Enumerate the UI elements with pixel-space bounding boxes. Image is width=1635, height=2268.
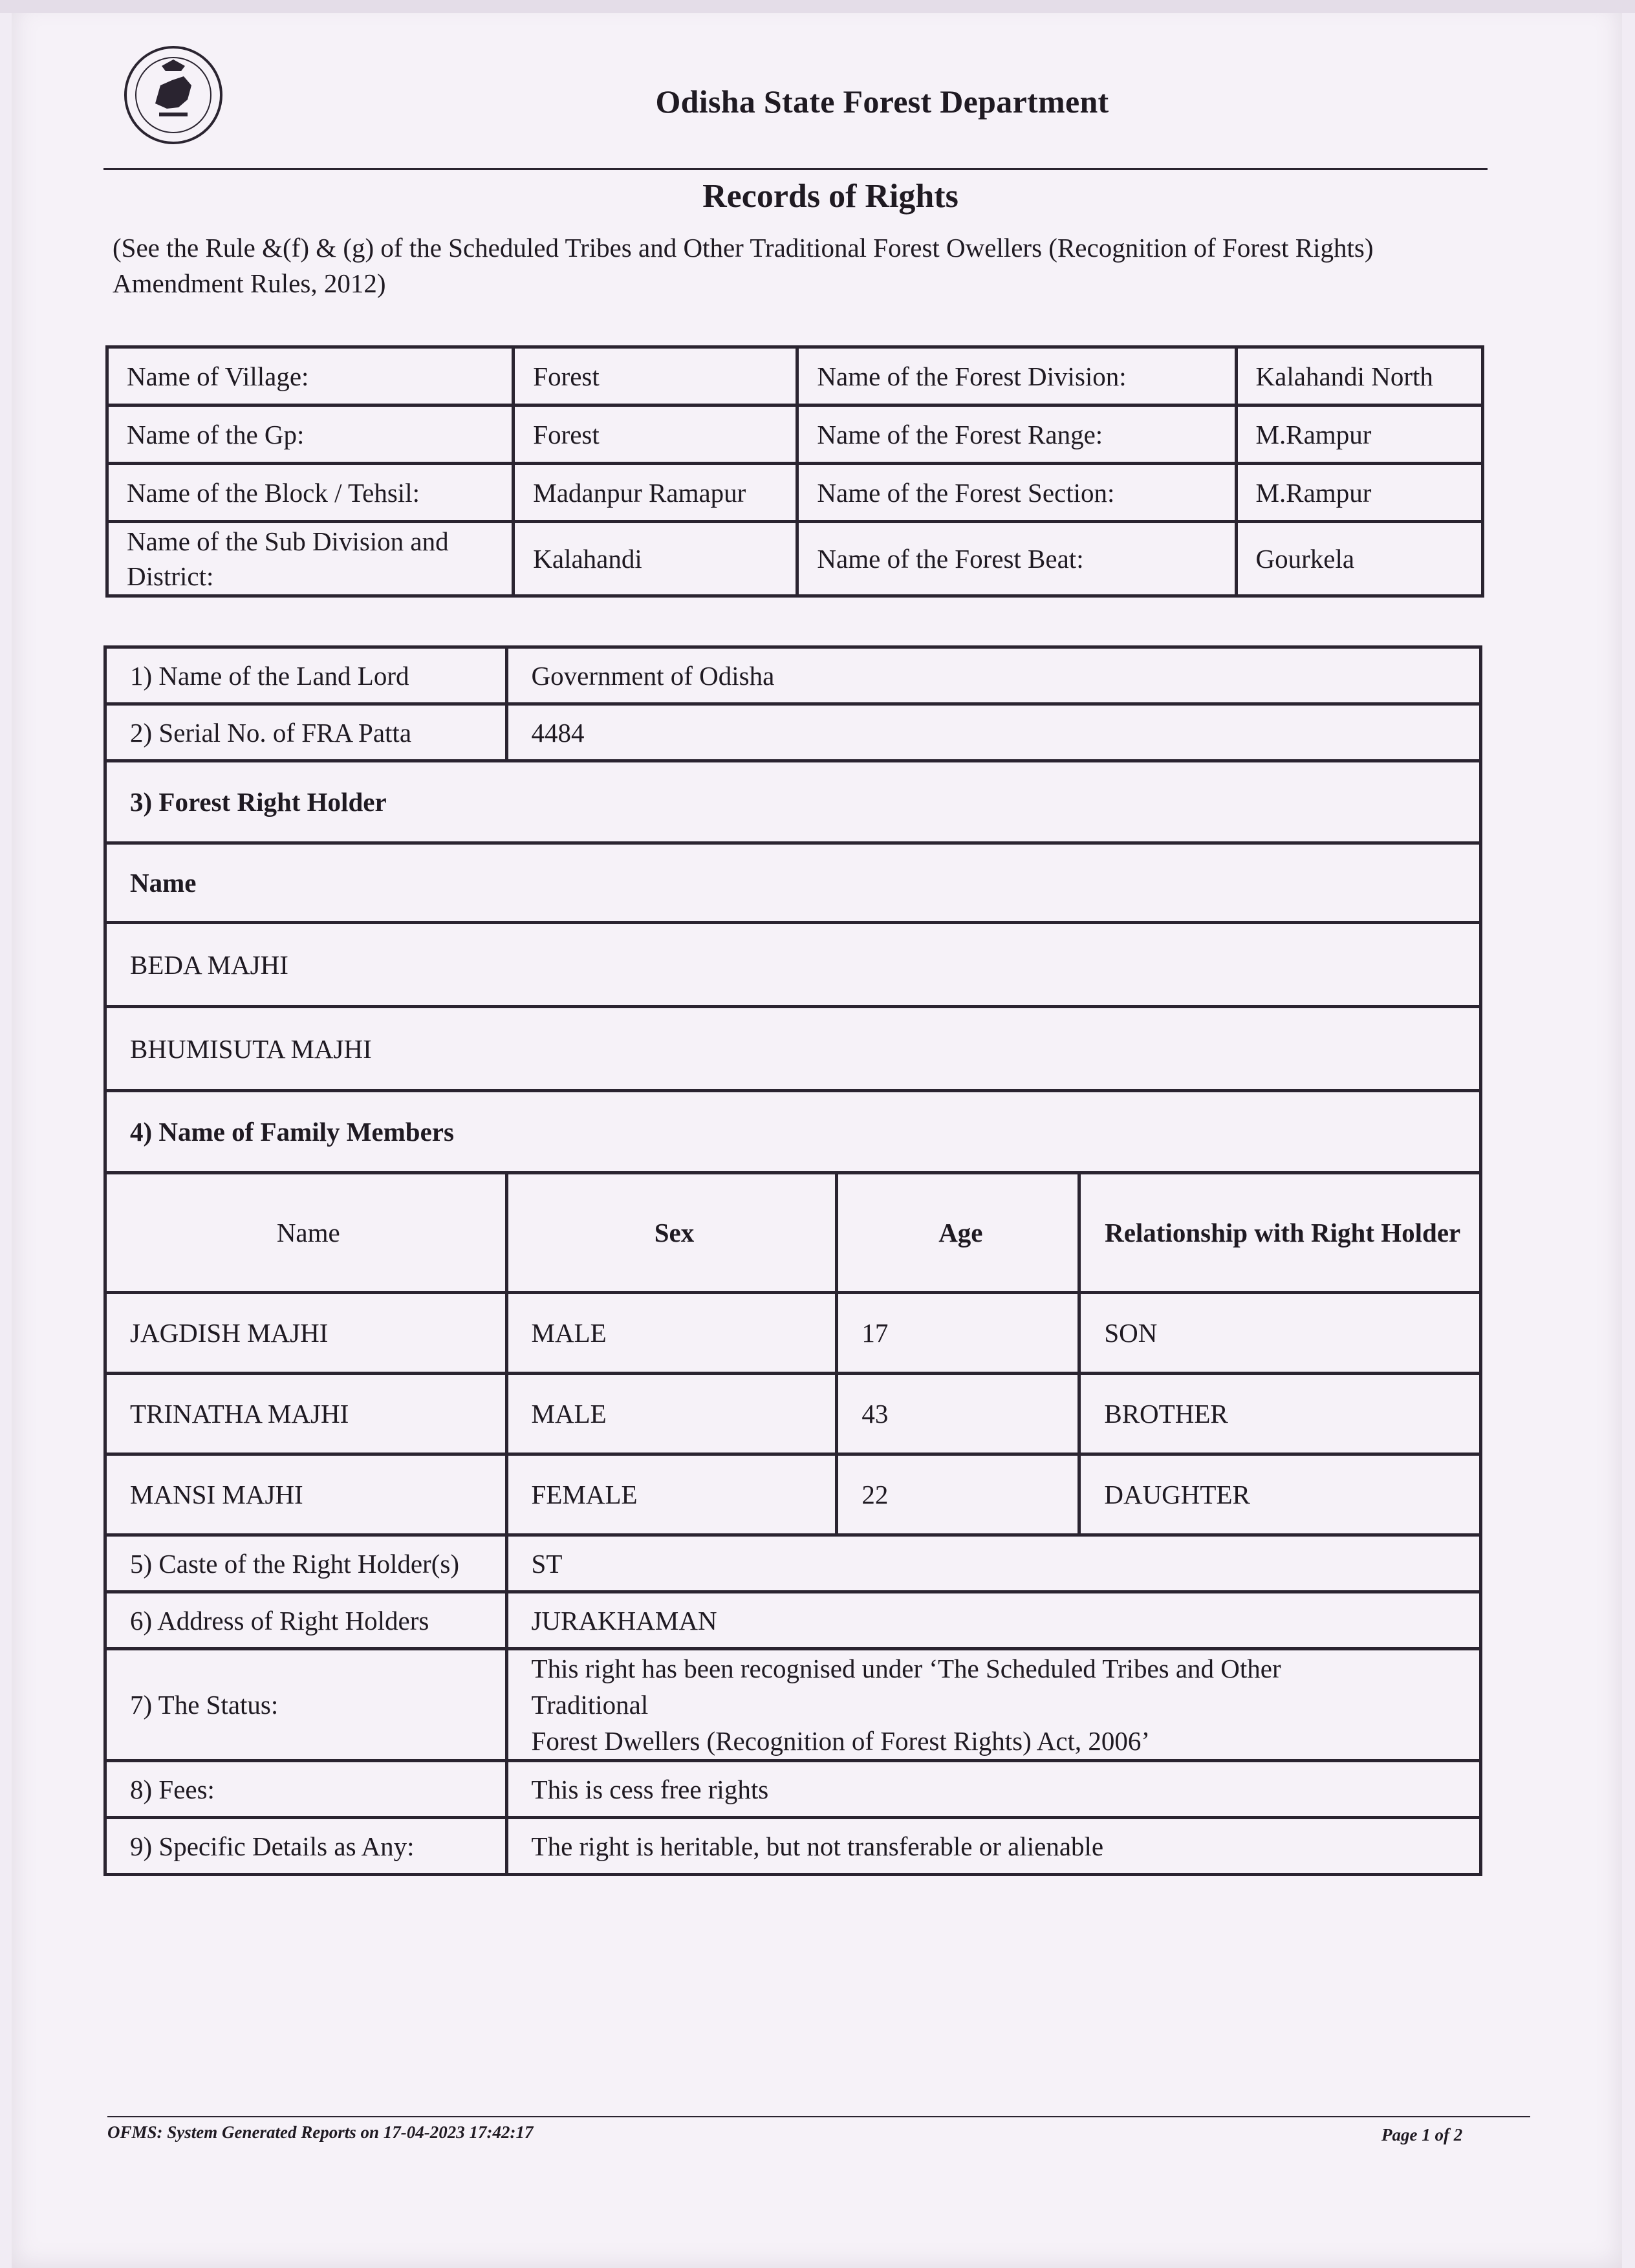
block-value: Madanpur Ramapur (514, 464, 797, 522)
forest-range-label: Name of the Forest Range: (797, 405, 1236, 464)
table-row (105, 1592, 1481, 1649)
header-divider (103, 168, 1488, 170)
holder-section-label: 3) Forest Right Holder (105, 761, 1481, 843)
family-age-header: Age (837, 1173, 1079, 1293)
subdivision-label: Name of the Sub Division and District: (107, 522, 514, 596)
table-row (105, 1454, 1481, 1535)
land-lord-value: Government of Odisha (506, 647, 1480, 704)
details-value: The right is heritable, but not transferable or alienable (506, 1818, 1480, 1875)
member-name: TRINATHA MAJHI (105, 1374, 507, 1454)
land-lord-label: 1) Name of the Land Lord (105, 647, 507, 704)
rule-reference: (See the Rule &(f) & (g) of the Scheduled Tribes and Other Traditional Forest Owellers (Recognition of Forest Rights) Amendment Rules, 2012) (113, 233, 1374, 298)
table-row (105, 1649, 1481, 1761)
forest-beat-value: Gourkela (1236, 522, 1482, 596)
table-row (105, 761, 1481, 843)
table-row (105, 1535, 1481, 1592)
member-sex: FEMALE (506, 1454, 837, 1535)
member-relation: SON (1079, 1293, 1481, 1374)
gp-label: Name of the Gp: (107, 405, 514, 464)
table-row (105, 1293, 1481, 1374)
fees-value: This is cess free rights (506, 1761, 1480, 1818)
member-name: MANSI MAJHI (105, 1454, 507, 1535)
table-row (105, 923, 1481, 1007)
forest-section-label: Name of the Forest Section: (797, 464, 1236, 522)
table-row (105, 1374, 1481, 1454)
serial-label: 2) Serial No. of FRA Patta (105, 704, 507, 761)
forest-division-value: Kalahandi North (1236, 347, 1482, 405)
rights-table (103, 645, 1482, 1876)
caste-label: 5) Caste of the Right Holder(s) (105, 1535, 507, 1592)
page-title: Records of Rights (702, 178, 958, 215)
family-sex-header: Sex (506, 1173, 837, 1293)
table-row (105, 1091, 1481, 1173)
table-row (107, 405, 1483, 464)
status-line: This right has been recognised under ‘The Scheduled Tribes and Other (531, 1654, 1281, 1683)
serial-value: 4484 (506, 704, 1480, 761)
location-table (105, 345, 1484, 598)
details-label: 9) Specific Details as Any: (105, 1818, 507, 1875)
table-row (105, 843, 1481, 923)
holder-name: BEDA MAJHI (105, 923, 1481, 1007)
member-relation: BROTHER (1079, 1374, 1481, 1454)
address-label: 6) Address of Right Holders (105, 1592, 507, 1649)
table-row (105, 1818, 1481, 1875)
holder-name-header: Name (105, 843, 1481, 923)
scan-edge (0, 0, 1635, 13)
member-age: 22 (837, 1454, 1079, 1535)
table-row (107, 347, 1483, 405)
table-row (107, 522, 1483, 596)
member-name: JAGDISH MAJHI (105, 1293, 507, 1374)
holder-name: BHUMISUTA MAJHI (105, 1007, 1481, 1091)
member-age: 17 (837, 1293, 1079, 1374)
page-number: Page 1 of 2 (1381, 2125, 1463, 2144)
member-sex: MALE (506, 1374, 837, 1454)
village-label: Name of Village: (107, 347, 514, 405)
member-relation: DAUGHTER (1079, 1454, 1481, 1535)
table-row (105, 1761, 1481, 1818)
table-row (105, 647, 1481, 704)
address-value: JURAKHAMAN (506, 1592, 1480, 1649)
status-line: Forest Dwellers (Recognition of Forest Rights) Act, 2006’ (531, 1726, 1151, 1756)
footer-divider (107, 2116, 1530, 2117)
status-label: 7) The Status: (105, 1649, 507, 1761)
table-row (107, 464, 1483, 522)
village-value: Forest (514, 347, 797, 405)
gp-value: Forest (514, 405, 797, 464)
generated-footer: OFMS: System Generated Reports on 17-04-2023 17:42:17 (107, 2122, 534, 2142)
forest-division-label: Name of the Forest Division: (797, 347, 1236, 405)
member-age: 43 (837, 1374, 1079, 1454)
department-title: Odisha State Forest Department (655, 83, 1109, 120)
status-value (506, 1649, 1480, 1761)
status-line: Traditional (531, 1690, 649, 1720)
forest-beat-label: Name of the Forest Beat: (797, 522, 1236, 596)
forest-section-value: M.Rampur (1236, 464, 1482, 522)
family-relation-header: Relationship with Right Holder (1079, 1173, 1481, 1293)
caste-value: ST (506, 1535, 1480, 1592)
forest-range-value: M.Rampur (1236, 405, 1482, 464)
table-row (105, 1007, 1481, 1091)
table-row (105, 704, 1481, 761)
member-sex: MALE (506, 1293, 837, 1374)
table-row (105, 1173, 1481, 1293)
subdivision-value: Kalahandi (514, 522, 797, 596)
fees-label: 8) Fees: (105, 1761, 507, 1818)
family-name-header: Name (105, 1173, 507, 1293)
block-label: Name of the Block / Tehsil: (107, 464, 514, 522)
family-section-label: 4) Name of Family Members (105, 1091, 1481, 1173)
